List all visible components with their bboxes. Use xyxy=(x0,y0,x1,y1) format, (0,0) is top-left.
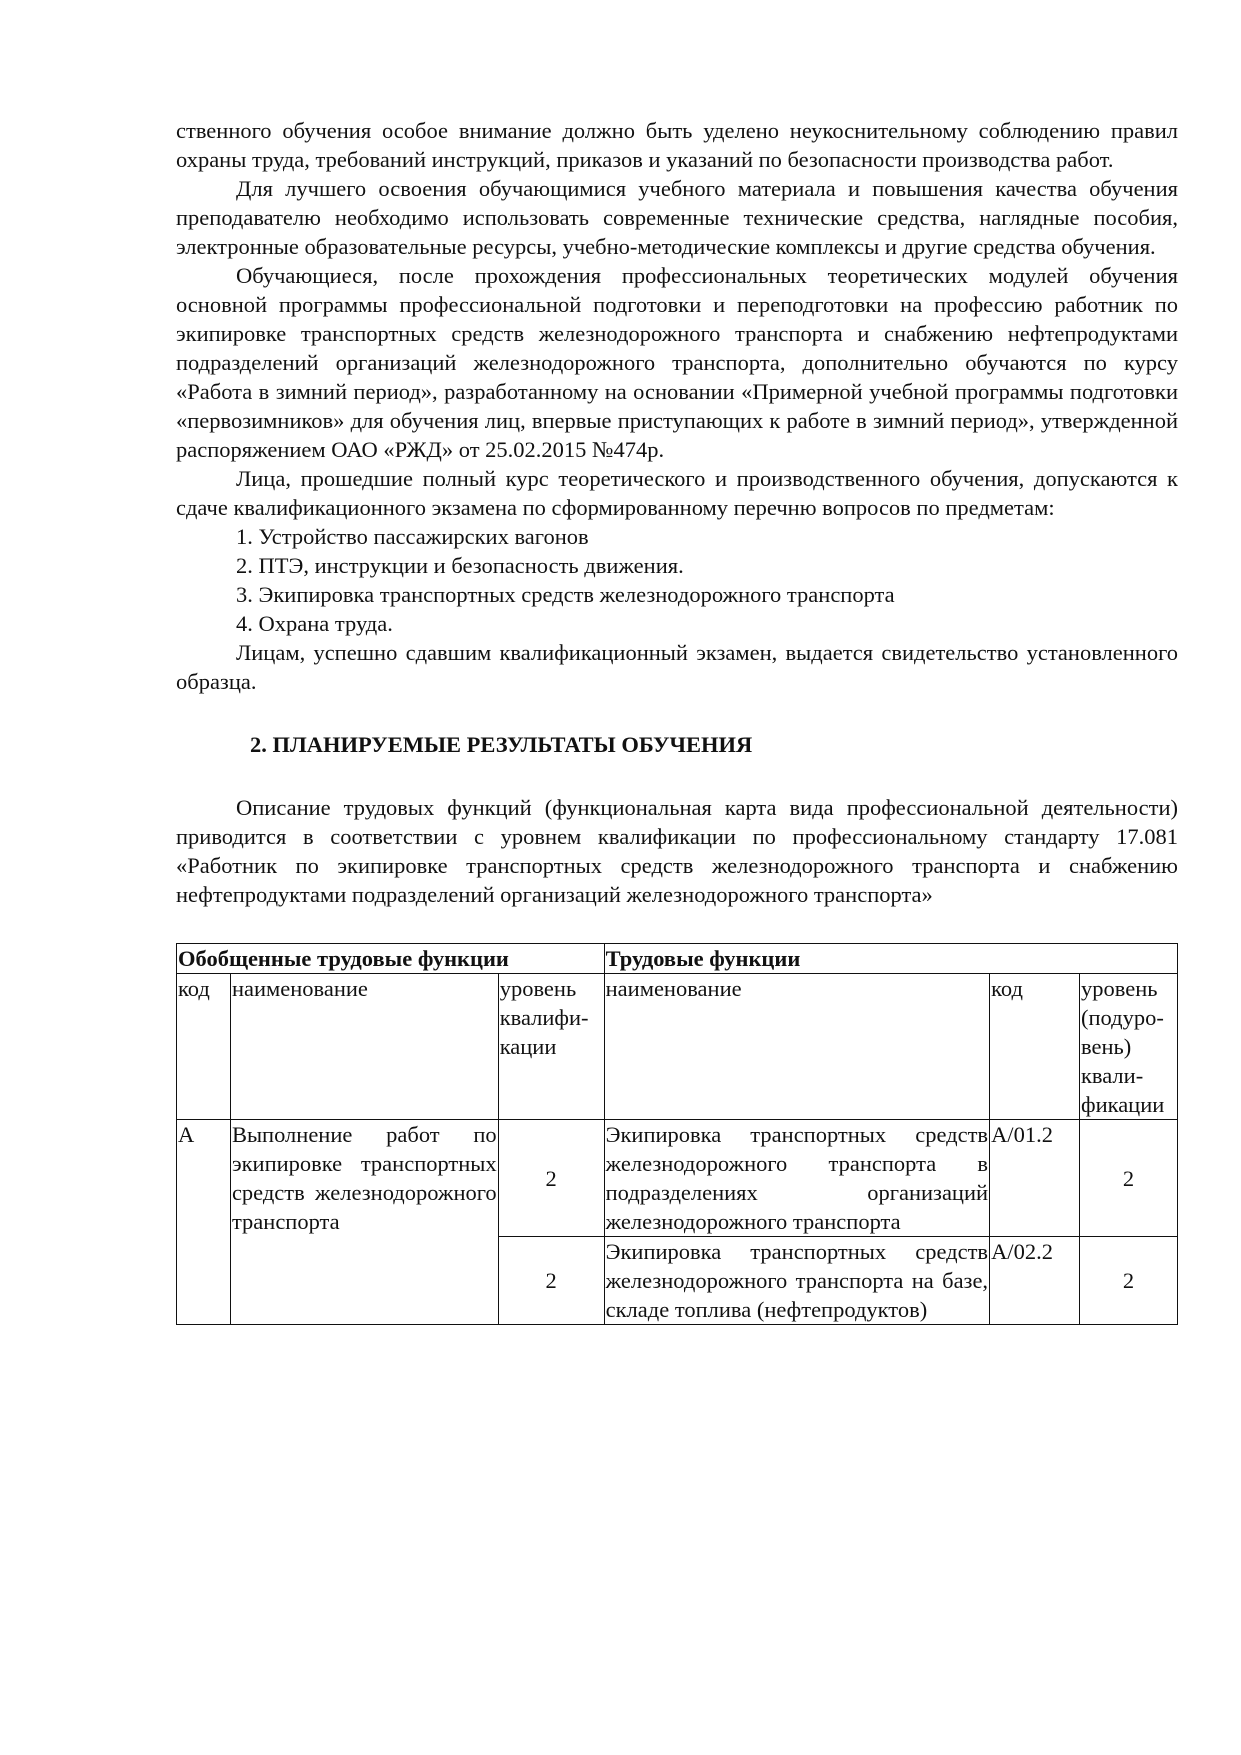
cell-f-level: 2 xyxy=(1079,1237,1177,1325)
document-page xyxy=(176,116,1178,1325)
list-item: 3. Экипировка транспортных средств железнодорожного транспорта xyxy=(236,582,895,607)
list-item: 1. Устройство пассажирских вагонов xyxy=(236,524,589,549)
labor-functions-table xyxy=(176,943,1178,1325)
col-header-g-level: уровень квалифи-кации xyxy=(498,974,604,1120)
paragraph-safety: ственного обучения особое внимание должно быть уделено неукоснительному соблюдению правил охраны труда, требований инструкций, приказов и указаний по безопасности производства работ. xyxy=(176,118,1178,172)
col-header-f-level: уровень (подуро-вень) квали-фикации xyxy=(1079,974,1177,1120)
header-generalized-functions: Обобщенные трудовые функции xyxy=(177,944,605,974)
paragraph-teaching-aids: Для лучшего освоения обучающимися учебного материала и повышения качества обучения преподавателю необходимо использовать современные технические средства, наглядные пособия, электронные образовательные ресурсы, учебно-методические комплексы и другие средства обучения. xyxy=(176,176,1178,259)
cell-g-name: Выполнение работ по экипировке транспортных средств железнодорожного транспорта xyxy=(230,1120,498,1325)
cell-f-code: A/01.2 xyxy=(990,1120,1080,1237)
list-item: 4. Охрана труда. xyxy=(236,611,393,636)
cell-f-name: Экипировка транспортных средств железнодорожного транспорта в подразделениях организаций железнодорожного транспорта xyxy=(604,1120,989,1237)
cell-g-code: A xyxy=(177,1120,231,1325)
col-header-f-name: наименование xyxy=(604,974,989,1120)
header-labor-functions: Трудовые функции xyxy=(604,944,1177,974)
paragraph-exam-admission: Лица, прошедшие полный курс теоретического и производственного обучения, допускаются к сдаче квалификационного экзамена по сформированному перечню вопросов по предметам: xyxy=(176,466,1178,520)
table-row xyxy=(177,1120,1178,1237)
paragraph-functional-map: Описание трудовых функций (функциональная карта вида профессиональной деятельности) приводится в соответствии с уровнем квалификации по профессиональному стандарту 17.081 «Работник по экипировке транспортных средств железнодорожного транспорта и снабжению нефтепродуктами подразделений организаций железнодорожного транспорта» xyxy=(176,795,1178,907)
table-column-header-row xyxy=(177,974,1178,1120)
col-header-f-code: код xyxy=(990,974,1080,1120)
section-heading: 2. ПЛАНИРУЕМЫЕ РЕЗУЛЬТАТЫ ОБУЧЕНИЯ xyxy=(250,732,753,757)
cell-f-name: Экипировка транспортных средств железнодорожного транспорта на базе, складе топлива (нефтепродуктов) xyxy=(604,1237,989,1325)
col-header-g-code: код xyxy=(177,974,231,1120)
list-item: 2. ПТЭ, инструкции и безопасность движения. xyxy=(236,553,684,578)
paragraph-winter-course: Обучающиеся, после прохождения профессиональных теоретических модулей обучения основной программы профессиональной подготовки и переподготовки на профессию работник по экипировке транспортных средств железнодорожного транспорта и снабжению нефтепродуктами подразделений организаций железнодорожного транспорта, дополнительно обучаются по курсу «Работа в зимний период», разработанному на основании «Примерной учебной программы подготовки «первозимников» для обучения лиц, впервые приступающих к работе в зимний период», утвержденной распоряжением ОАО «РЖД» от 25.02.2015 №474р. xyxy=(176,263,1178,462)
cell-g-level: 2 xyxy=(498,1120,604,1237)
cell-f-code: A/02.2 xyxy=(990,1237,1080,1325)
exam-subjects-list xyxy=(176,522,1178,638)
table-group-header-row xyxy=(177,944,1178,974)
cell-g-level: 2 xyxy=(498,1237,604,1325)
paragraph-certificate: Лицам, успешно сдавшим квалификационный экзамен, выдается свидетельство установленного образца. xyxy=(176,640,1178,694)
col-header-g-name: наименование xyxy=(230,974,498,1120)
cell-f-level: 2 xyxy=(1079,1120,1177,1237)
